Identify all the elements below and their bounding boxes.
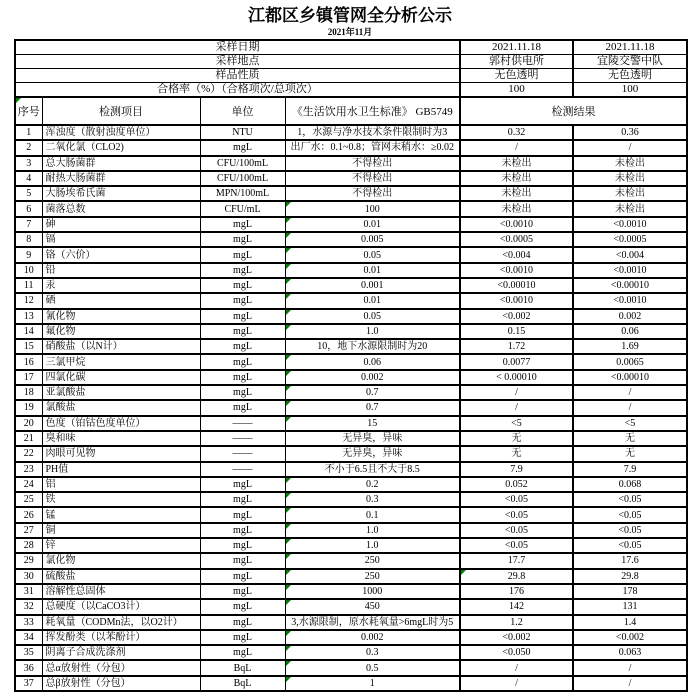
row-number-cell: 12 xyxy=(15,293,42,308)
standard-cell: 250 xyxy=(285,553,460,568)
unit-cell: mgL xyxy=(200,477,285,492)
result1-cell: <0.050 xyxy=(460,645,573,660)
result2-cell: / xyxy=(573,660,687,675)
unit-cell: —— xyxy=(200,431,285,446)
result2-cell: 0.002 xyxy=(573,309,687,324)
table-row xyxy=(15,492,687,507)
unit-cell: mgL xyxy=(200,354,285,369)
standard-cell: 0.005 xyxy=(285,232,460,247)
row-number-cell: 13 xyxy=(15,309,42,324)
table-row xyxy=(15,201,687,216)
result2-cell: 17.6 xyxy=(573,553,687,568)
info-value-site2: 宜陵交警中队 xyxy=(573,55,687,69)
row-number-cell: 30 xyxy=(15,569,42,584)
result1-cell: / xyxy=(460,676,573,691)
unit-cell: mgL xyxy=(200,492,285,507)
header-result: 检测结果 xyxy=(460,97,687,125)
result2-cell: <0.0010 xyxy=(573,217,687,232)
standard-cell: 15 xyxy=(285,416,460,431)
unit-cell: mgL xyxy=(200,523,285,538)
unit-cell: mgL xyxy=(200,400,285,415)
result1-cell: 7.9 xyxy=(460,462,573,477)
unit-cell: MPN/100mL xyxy=(200,186,285,201)
standard-cell: 出厂水：0.1~0.8；管网末稍水：≥0.02 xyxy=(285,140,460,155)
result2-cell: <0.05 xyxy=(573,492,687,507)
unit-cell: mgL xyxy=(200,599,285,614)
row-number-cell: 6 xyxy=(15,201,42,216)
result1-cell: 142 xyxy=(460,599,573,614)
item-name-cell: 汞 xyxy=(42,278,200,293)
unit-cell: —— xyxy=(200,462,285,477)
item-name-cell: 镉 xyxy=(42,232,200,247)
unit-cell: BqL xyxy=(200,676,285,691)
item-name-cell: 三氯甲烷 xyxy=(42,354,200,369)
item-name-cell: 硒 xyxy=(42,293,200,308)
standard-cell: 不得检出 xyxy=(285,156,460,171)
standard-cell: 1.0 xyxy=(285,538,460,553)
table-row xyxy=(15,217,687,232)
result2-cell: / xyxy=(573,676,687,691)
unit-cell: mgL xyxy=(200,232,285,247)
item-name-cell: 铬（六价） xyxy=(42,247,200,262)
table-row xyxy=(15,171,687,186)
result1-cell: 1.2 xyxy=(460,615,573,630)
result1-cell: / xyxy=(460,140,573,155)
table-row xyxy=(15,446,687,461)
item-name-cell: 大肠埃希氏菌 xyxy=(42,186,200,201)
result1-cell: <5 xyxy=(460,416,573,431)
item-name-cell: 氟化物 xyxy=(42,324,200,339)
header-no: 序号 xyxy=(15,97,42,125)
column-header-row xyxy=(15,97,687,125)
table-row xyxy=(15,385,687,400)
unit-cell: mgL xyxy=(200,324,285,339)
table-row xyxy=(15,416,687,431)
row-number-cell: 34 xyxy=(15,630,42,645)
info-section xyxy=(15,40,687,125)
table-row xyxy=(15,309,687,324)
result2-cell: / xyxy=(573,140,687,155)
standard-cell: 0.7 xyxy=(285,385,460,400)
unit-cell: mgL xyxy=(200,630,285,645)
unit-cell: —— xyxy=(200,446,285,461)
item-name-cell: 总大肠菌群 xyxy=(42,156,200,171)
result2-cell: 0.068 xyxy=(573,477,687,492)
unit-cell: mgL xyxy=(200,615,285,630)
item-name-cell: 铝 xyxy=(42,477,200,492)
result2-cell: 7.9 xyxy=(573,462,687,477)
row-number-cell: 31 xyxy=(15,584,42,599)
result1-cell: 未检出 xyxy=(460,186,573,201)
table-row xyxy=(15,293,687,308)
info-label: 合格率（%）（合格项次/总项次） xyxy=(15,83,460,98)
result1-cell: 0.0077 xyxy=(460,354,573,369)
standard-cell: 0.3 xyxy=(285,492,460,507)
item-name-cell: 肉眼可见物 xyxy=(42,446,200,461)
item-name-cell: 砷 xyxy=(42,217,200,232)
row-number-cell: 26 xyxy=(15,507,42,522)
info-label: 采样地点 xyxy=(15,55,460,69)
result1-cell: 29.8 xyxy=(460,569,573,584)
table-row xyxy=(15,462,687,477)
standard-cell: 1，水源与净水技术条件限制时为3 xyxy=(285,125,460,140)
standard-cell: 无异臭，异味 xyxy=(285,446,460,461)
standard-cell: 1.0 xyxy=(285,523,460,538)
table-row xyxy=(15,156,687,171)
standard-cell: 450 xyxy=(285,599,460,614)
item-name-cell: 溶解性总固体 xyxy=(42,584,200,599)
item-name-cell: 氯酸盐 xyxy=(42,400,200,415)
result2-cell: 131 xyxy=(573,599,687,614)
item-name-cell: 亚氯酸盐 xyxy=(42,385,200,400)
item-name-cell: 臭和味 xyxy=(42,431,200,446)
info-label: 样品性质 xyxy=(15,69,460,83)
result1-cell: <0.05 xyxy=(460,538,573,553)
table-row xyxy=(15,477,687,492)
page-title: 江都区乡镇管网全分析公示 xyxy=(248,6,452,25)
result2-cell: / xyxy=(573,400,687,415)
item-name-cell: 耗氧量（CODMn法，以O2计） xyxy=(42,615,200,630)
result2-cell: 0.063 xyxy=(573,645,687,660)
result1-cell: 0.15 xyxy=(460,324,573,339)
standard-cell: 250 xyxy=(285,569,460,584)
table-row xyxy=(15,186,687,201)
standard-cell: 10，地下水源限制时为20 xyxy=(285,339,460,354)
standard-cell: 0.7 xyxy=(285,400,460,415)
standard-cell: 3,水源限制，原水耗氧量>6mgL时为5 xyxy=(285,615,460,630)
result2-cell: 无 xyxy=(573,431,687,446)
unit-cell: mgL xyxy=(200,370,285,385)
unit-cell: mgL xyxy=(200,217,285,232)
row-number-cell: 19 xyxy=(15,400,42,415)
unit-cell: BqL xyxy=(200,660,285,675)
result1-cell: <0.05 xyxy=(460,507,573,522)
result2-cell: <0.05 xyxy=(573,507,687,522)
row-number-cell: 20 xyxy=(15,416,42,431)
unit-cell: mgL xyxy=(200,140,285,155)
table-row xyxy=(15,676,687,691)
header-item: 检测项目 xyxy=(42,97,200,125)
row-number-cell: 28 xyxy=(15,538,42,553)
result1-cell: <0.0010 xyxy=(460,217,573,232)
standard-cell: 0.05 xyxy=(285,247,460,262)
item-name-cell: 浑浊度（散射浊度单位） xyxy=(42,125,200,140)
info-label: 采样日期 xyxy=(15,40,460,55)
data-section xyxy=(15,125,687,691)
result2-cell: 未检出 xyxy=(573,201,687,216)
header-unit: 单位 xyxy=(200,97,285,125)
result2-cell: 0.06 xyxy=(573,324,687,339)
row-number-cell: 9 xyxy=(15,247,42,262)
row-number-cell: 17 xyxy=(15,370,42,385)
table-row xyxy=(15,553,687,568)
standard-cell: 0.002 xyxy=(285,630,460,645)
item-name-cell: 锰 xyxy=(42,507,200,522)
result2-cell: <0.0010 xyxy=(573,263,687,278)
unit-cell: mgL xyxy=(200,293,285,308)
info-value-site2: 2021.11.18 xyxy=(573,40,687,55)
result2-cell: 未检出 xyxy=(573,186,687,201)
info-value-site2: 无色透明 xyxy=(573,69,687,83)
standard-cell: 0.3 xyxy=(285,645,460,660)
standard-cell: 无异臭，异味 xyxy=(285,431,460,446)
unit-cell: mgL xyxy=(200,553,285,568)
result1-cell: <0.05 xyxy=(460,492,573,507)
table-row xyxy=(15,263,687,278)
result1-cell: / xyxy=(460,400,573,415)
row-number-cell: 33 xyxy=(15,615,42,630)
info-value-site1: 2021.11.18 xyxy=(460,40,573,55)
unit-cell: CFU/100mL xyxy=(200,171,285,186)
result2-cell: 0.36 xyxy=(573,125,687,140)
result2-cell: 29.8 xyxy=(573,569,687,584)
result2-cell: 1.69 xyxy=(573,339,687,354)
standard-cell: 1.0 xyxy=(285,324,460,339)
result2-cell: 0.0065 xyxy=(573,354,687,369)
report-month: 2021年11月 xyxy=(327,27,373,37)
result1-cell: <0.0010 xyxy=(460,293,573,308)
table-row xyxy=(15,523,687,538)
unit-cell: mgL xyxy=(200,507,285,522)
result2-cell: 未检出 xyxy=(573,171,687,186)
standard-cell: 不得检出 xyxy=(285,186,460,201)
table-row xyxy=(15,125,687,140)
table-row xyxy=(15,370,687,385)
item-name-cell: 菌落总数 xyxy=(42,201,200,216)
standard-cell: 0.06 xyxy=(285,354,460,369)
standard-cell: 1 xyxy=(285,676,460,691)
info-value-site1: 郭村供电所 xyxy=(460,55,573,69)
table-row xyxy=(15,569,687,584)
item-name-cell: 硝酸盐（以N计） xyxy=(42,339,200,354)
standard-cell: 0.002 xyxy=(285,370,460,385)
row-number-cell: 5 xyxy=(15,186,42,201)
item-name-cell: 氯化物 xyxy=(42,553,200,568)
row-number-cell: 15 xyxy=(15,339,42,354)
item-name-cell: 挥发酚类（以苯酚计） xyxy=(42,630,200,645)
result2-cell: <0.002 xyxy=(573,630,687,645)
item-name-cell: 总β放射性（分包） xyxy=(42,676,200,691)
row-number-cell: 2 xyxy=(15,140,42,155)
result1-cell: 无 xyxy=(460,446,573,461)
standard-cell: 0.01 xyxy=(285,263,460,278)
info-row-sample-nature xyxy=(15,69,687,83)
info-row-sample-date xyxy=(15,40,687,55)
item-name-cell: 铅 xyxy=(42,263,200,278)
result1-cell: <0.00010 xyxy=(460,278,573,293)
item-name-cell: 铜 xyxy=(42,523,200,538)
item-name-cell: 耐热大肠菌群 xyxy=(42,171,200,186)
row-number-cell: 4 xyxy=(15,171,42,186)
analysis-table xyxy=(14,39,688,692)
unit-cell: mgL xyxy=(200,309,285,324)
standard-cell: 0.05 xyxy=(285,309,460,324)
result1-cell: 0.052 xyxy=(460,477,573,492)
table-row xyxy=(15,538,687,553)
standard-cell: 不得检出 xyxy=(285,171,460,186)
item-name-cell: PH值 xyxy=(42,462,200,477)
result1-cell: < 0.00010 xyxy=(460,370,573,385)
unit-cell: mgL xyxy=(200,247,285,262)
result1-cell: 17.7 xyxy=(460,553,573,568)
result1-cell: <0.004 xyxy=(460,247,573,262)
item-name-cell: 阴离子合成洗涤剂 xyxy=(42,645,200,660)
item-name-cell: 总硬度（以CaCO3计） xyxy=(42,599,200,614)
row-number-cell: 1 xyxy=(15,125,42,140)
row-number-cell: 22 xyxy=(15,446,42,461)
result2-cell: <0.00010 xyxy=(573,370,687,385)
result2-cell: 未检出 xyxy=(573,156,687,171)
result2-cell: <0.00010 xyxy=(573,278,687,293)
unit-cell: NTU xyxy=(200,125,285,140)
unit-cell: —— xyxy=(200,416,285,431)
result2-cell: <0.05 xyxy=(573,523,687,538)
result1-cell: 176 xyxy=(460,584,573,599)
unit-cell: mgL xyxy=(200,263,285,278)
standard-cell: 0.01 xyxy=(285,217,460,232)
row-number-cell: 32 xyxy=(15,599,42,614)
table-row xyxy=(15,400,687,415)
result2-cell: <0.0005 xyxy=(573,232,687,247)
info-value-site1: 100 xyxy=(460,83,573,98)
standard-cell: 0.2 xyxy=(285,477,460,492)
result2-cell: 178 xyxy=(573,584,687,599)
item-name-cell: 铁 xyxy=(42,492,200,507)
result1-cell: <0.05 xyxy=(460,523,573,538)
table-row xyxy=(15,247,687,262)
row-number-cell: 10 xyxy=(15,263,42,278)
unit-cell: mgL xyxy=(200,645,285,660)
result1-cell: 0.32 xyxy=(460,125,573,140)
row-number-cell: 36 xyxy=(15,660,42,675)
row-number-cell: 3 xyxy=(15,156,42,171)
result1-cell: <0.0005 xyxy=(460,232,573,247)
row-number-cell: 29 xyxy=(15,553,42,568)
unit-cell: CFU/100mL xyxy=(200,156,285,171)
info-value-site2: 100 xyxy=(573,83,687,98)
row-number-cell: 8 xyxy=(15,232,42,247)
unit-cell: mgL xyxy=(200,339,285,354)
result1-cell: <0.0010 xyxy=(460,263,573,278)
header-standard: 《生活饮用水卫生标准》 GB5749 xyxy=(285,97,460,125)
info-row-sample-site xyxy=(15,55,687,69)
table-row xyxy=(15,339,687,354)
result1-cell: 未检出 xyxy=(460,171,573,186)
result1-cell: 未检出 xyxy=(460,201,573,216)
info-row-pass-rate xyxy=(15,83,687,98)
standard-cell: 0.1 xyxy=(285,507,460,522)
table-row xyxy=(15,232,687,247)
item-name-cell: 硫酸盐 xyxy=(42,569,200,584)
table-row xyxy=(15,431,687,446)
row-number-cell: 18 xyxy=(15,385,42,400)
result1-cell: / xyxy=(460,660,573,675)
table-row xyxy=(15,599,687,614)
table-row xyxy=(15,507,687,522)
standard-cell: 0.01 xyxy=(285,293,460,308)
row-number-cell: 35 xyxy=(15,645,42,660)
unit-cell: mgL xyxy=(200,538,285,553)
unit-cell: mgL xyxy=(200,278,285,293)
row-number-cell: 27 xyxy=(15,523,42,538)
result2-cell: 1.4 xyxy=(573,615,687,630)
result1-cell: / xyxy=(460,385,573,400)
result2-cell: <5 xyxy=(573,416,687,431)
table-row xyxy=(15,278,687,293)
table-row xyxy=(15,354,687,369)
result2-cell: / xyxy=(573,385,687,400)
result1-cell: <0.002 xyxy=(460,630,573,645)
row-number-cell: 24 xyxy=(15,477,42,492)
row-number-cell: 25 xyxy=(15,492,42,507)
result1-cell: 无 xyxy=(460,431,573,446)
result2-cell: <0.004 xyxy=(573,247,687,262)
item-name-cell: 二氧化氯（CLO2) xyxy=(42,140,200,155)
unit-cell: CFU/mL xyxy=(200,201,285,216)
table-row xyxy=(15,324,687,339)
standard-cell: 0.5 xyxy=(285,660,460,675)
unit-cell: mgL xyxy=(200,385,285,400)
item-name-cell: 色度（铂钴色度单位） xyxy=(42,416,200,431)
result2-cell: <0.0010 xyxy=(573,293,687,308)
row-number-cell: 23 xyxy=(15,462,42,477)
row-number-cell: 16 xyxy=(15,354,42,369)
row-number-cell: 14 xyxy=(15,324,42,339)
row-number-cell: 11 xyxy=(15,278,42,293)
row-number-cell: 37 xyxy=(15,676,42,691)
standard-cell: 1000 xyxy=(285,584,460,599)
result1-cell: 1.72 xyxy=(460,339,573,354)
table-row xyxy=(15,645,687,660)
table-row xyxy=(15,140,687,155)
item-name-cell: 氰化物 xyxy=(42,309,200,324)
unit-cell: mgL xyxy=(200,584,285,599)
table-row xyxy=(15,615,687,630)
unit-cell: mgL xyxy=(200,569,285,584)
result1-cell: 未检出 xyxy=(460,156,573,171)
table-row xyxy=(15,584,687,599)
standard-cell: 0.001 xyxy=(285,278,460,293)
standard-cell: 100 xyxy=(285,201,460,216)
item-name-cell: 总α放射性（分包） xyxy=(42,660,200,675)
info-value-site1: 无色透明 xyxy=(460,69,573,83)
item-name-cell: 锌 xyxy=(42,538,200,553)
result2-cell: <0.05 xyxy=(573,538,687,553)
item-name-cell: 四氯化碳 xyxy=(42,370,200,385)
result1-cell: <0.002 xyxy=(460,309,573,324)
table-row xyxy=(15,630,687,645)
row-number-cell: 7 xyxy=(15,217,42,232)
row-number-cell: 21 xyxy=(15,431,42,446)
table-row xyxy=(15,660,687,675)
result2-cell: 无 xyxy=(573,446,687,461)
standard-cell: 不小于6.5且不大于8.5 xyxy=(285,462,460,477)
